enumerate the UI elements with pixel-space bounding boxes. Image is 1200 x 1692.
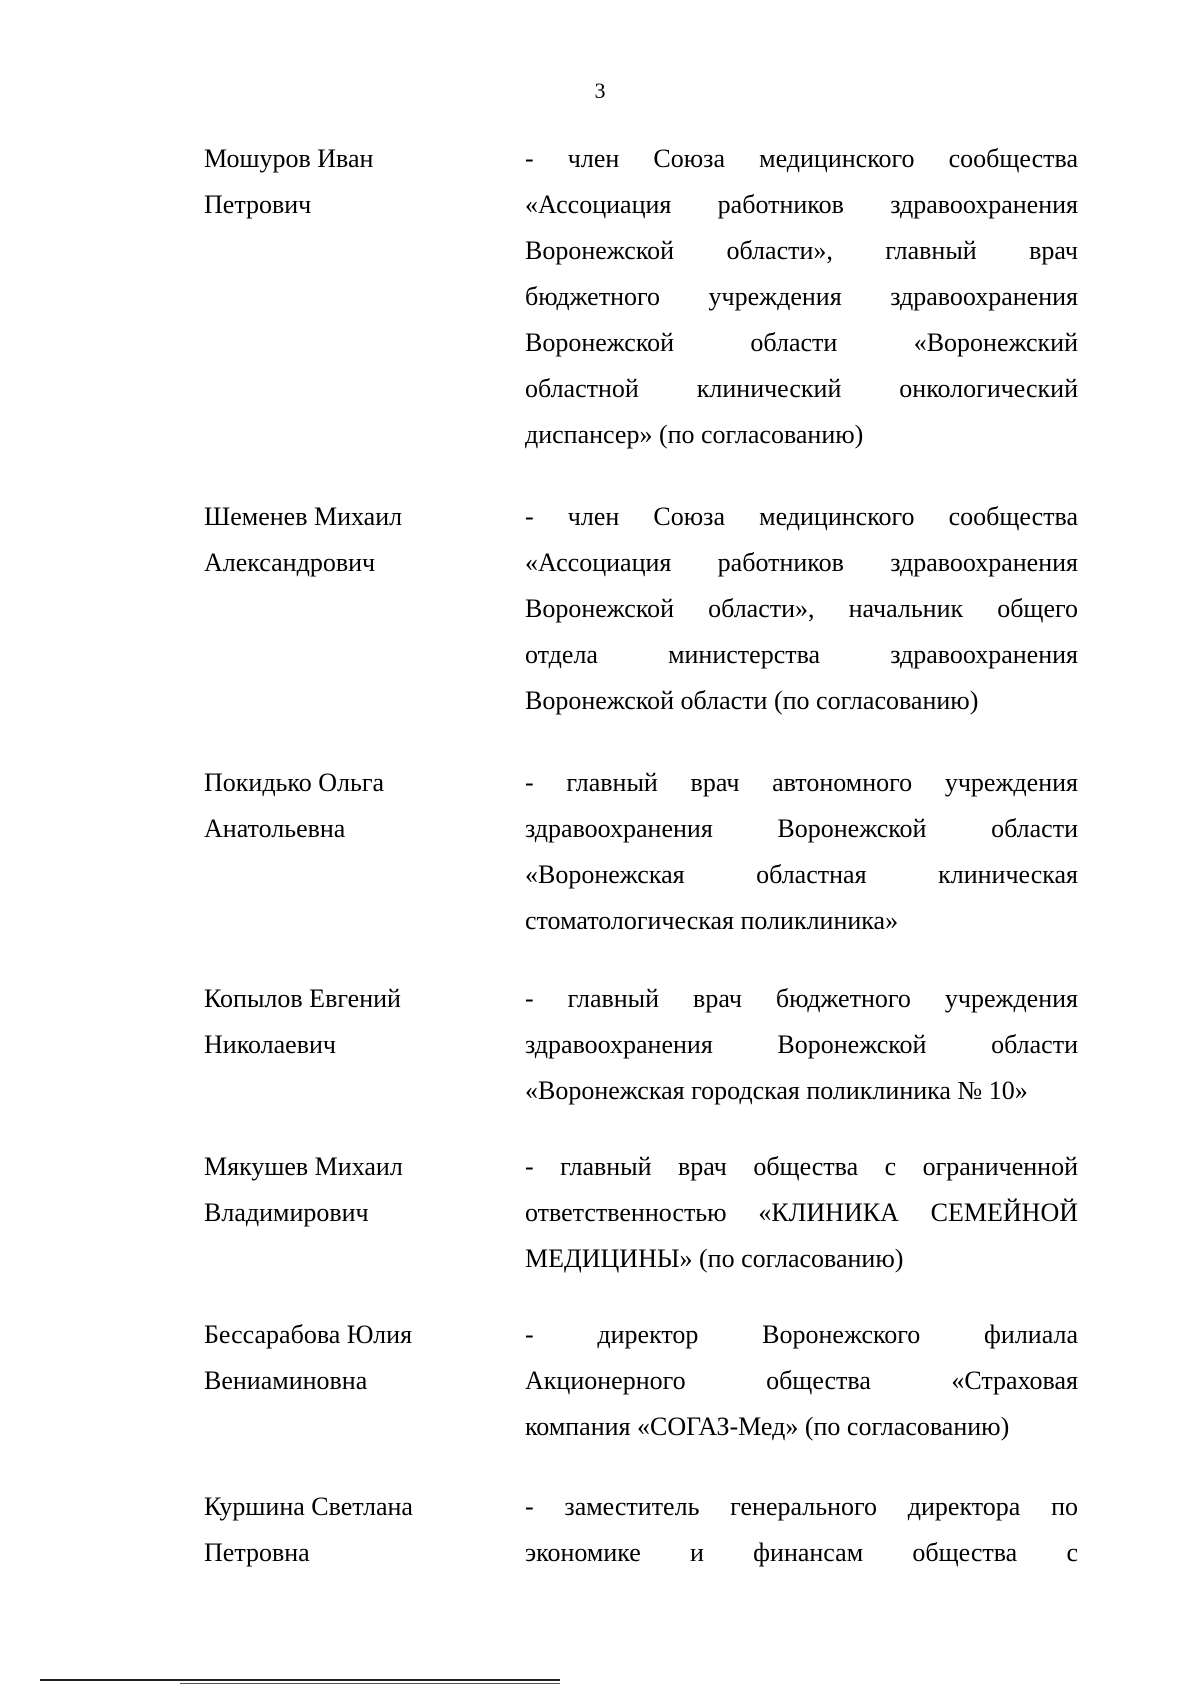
member-description-line: экономике и финансам общества с <box>525 1538 1078 1567</box>
member-description-line: «Ассоциация работников здравоохранения <box>525 548 1078 577</box>
member-description-line: бюджетного учреждения здравоохранения <box>525 282 1078 311</box>
member-description <box>525 760 1078 944</box>
member-description-line: здравоохранения Воронежской области <box>525 814 1078 843</box>
member-description-line: МЕДИЦИНЫ» (по согласованию) <box>525 1244 904 1273</box>
member-entry <box>0 1144 1200 1282</box>
member-name-line: Петровна <box>204 1538 310 1567</box>
member-description-line: Воронежской области», начальник общего <box>525 594 1078 623</box>
member-name-line: Бессарабова Юлия <box>204 1320 413 1349</box>
scan-edge-line <box>180 1683 560 1684</box>
member-name <box>204 1144 484 1236</box>
member-description-line: - заместитель генерального директора по <box>525 1492 1078 1521</box>
member-name-line: Копылов Евгений <box>204 984 401 1013</box>
member-description-line: «Воронежская городская поликлиника № 10» <box>525 1076 1028 1105</box>
member-name-line: Вениаминовна <box>204 1366 368 1395</box>
member-name-line: Николаевич <box>204 1030 336 1059</box>
member-entry <box>0 1312 1200 1450</box>
member-name-line: Владимирович <box>204 1198 369 1227</box>
member-description-line: - директор Воронежского филиала <box>525 1320 1078 1349</box>
member-description-line: Воронежской области «Воронежский <box>525 328 1078 357</box>
member-description <box>525 1144 1078 1282</box>
member-name <box>204 1312 484 1404</box>
member-description <box>525 1484 1078 1576</box>
member-description-line: ответственностью «КЛИНИКА СЕМЕЙНОЙ <box>525 1198 1078 1227</box>
member-description-line: Акционерного общества «Страховая <box>525 1366 1078 1395</box>
member-name-line: Петрович <box>204 190 312 219</box>
member-name <box>204 976 484 1068</box>
member-entry <box>0 976 1200 1114</box>
member-name <box>204 136 484 228</box>
member-description-line: здравоохранения Воронежской области <box>525 1030 1078 1059</box>
member-description-line: Воронежской области», главный врач <box>525 236 1078 265</box>
member-entry <box>0 760 1200 944</box>
member-name <box>204 1484 484 1576</box>
member-name-line: Анатольевна <box>204 814 346 843</box>
member-name-line: Мошуров Иван <box>204 144 374 173</box>
member-description-line: областной клинический онкологический <box>525 374 1078 403</box>
member-description-line: Воронежской области (по согласованию) <box>525 686 979 715</box>
member-name <box>204 760 484 852</box>
member-description <box>525 976 1078 1114</box>
member-description-line: отдела министерства здравоохранения <box>525 640 1078 669</box>
member-description-line: «Воронежская областная клиническая <box>525 860 1078 889</box>
member-name-line: Шеменев Михаил <box>204 502 403 531</box>
member-description-line: - главный врач автономного учреждения <box>525 768 1078 797</box>
page-number: 3 <box>594 78 606 103</box>
member-description-line: «Ассоциация работников здравоохранения <box>525 190 1078 219</box>
member-name-line: Мякушев Михаил <box>204 1152 403 1181</box>
member-entry <box>0 136 1200 458</box>
member-description-line: диспансер» (по согласованию) <box>525 420 864 449</box>
member-entry <box>0 494 1200 724</box>
member-description <box>525 1312 1078 1450</box>
member-description-line: стоматологическая поликлиника» <box>525 906 899 935</box>
member-name-line: Александрович <box>204 548 376 577</box>
member-entry <box>0 1484 1200 1576</box>
member-name-line: Покидько Ольга <box>204 768 385 797</box>
member-name-line: Куршина Светлана <box>204 1492 413 1521</box>
member-description-line: - главный врач общества с ограниченной <box>525 1152 1078 1181</box>
member-description-line: - член Союза медицинского сообщества <box>525 502 1078 531</box>
member-list <box>0 136 1200 1576</box>
member-description-line: - главный врач бюджетного учреждения <box>525 984 1078 1013</box>
member-description <box>525 494 1078 724</box>
member-description-line: компания «СОГАЗ-Мед» (по согласованию) <box>525 1412 1010 1441</box>
member-name <box>204 494 484 586</box>
member-description <box>525 136 1078 458</box>
member-description-line: - член Союза медицинского сообщества <box>525 144 1078 173</box>
scan-edge-line <box>40 1679 560 1681</box>
